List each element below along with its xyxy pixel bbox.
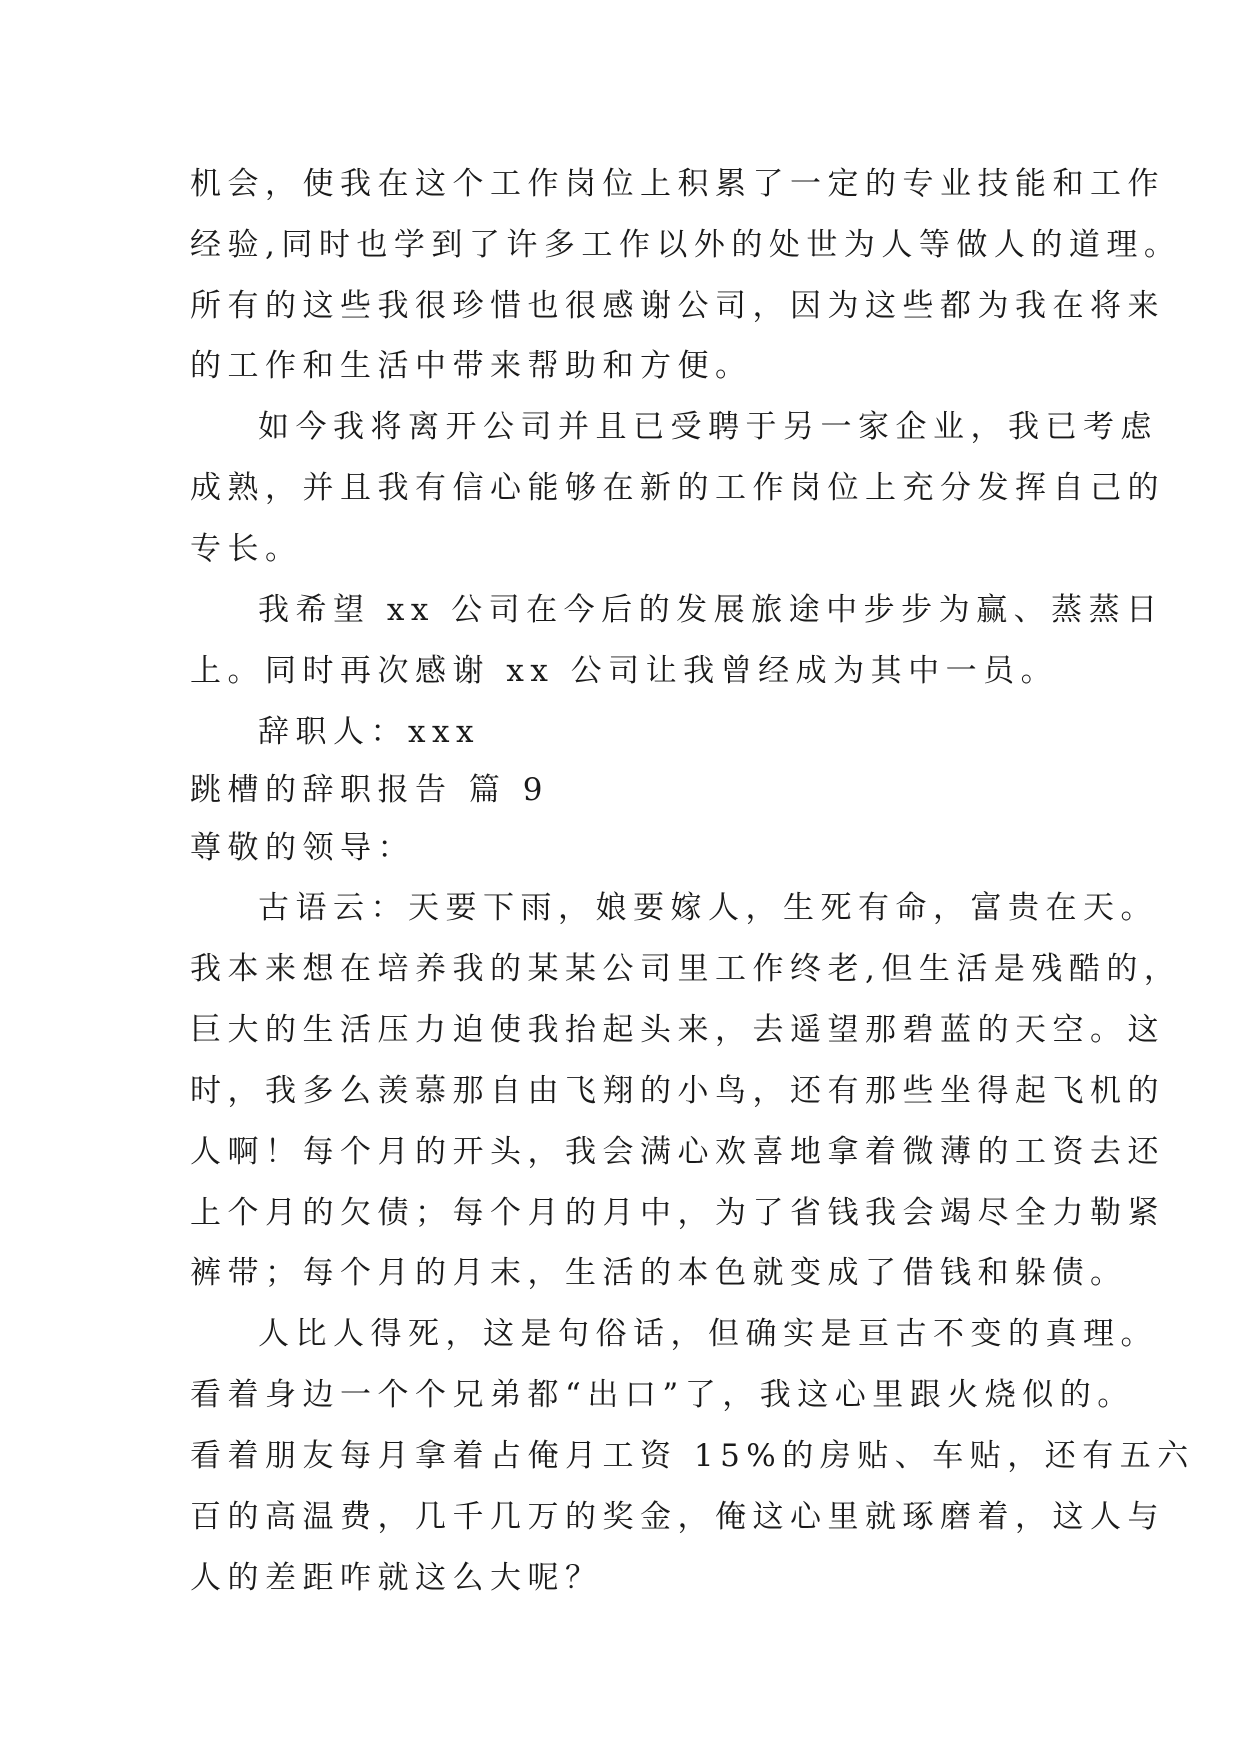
body-text-line: 巨大的生活压力迫使我抬起头来，去遥望那碧蓝的天空。这 [190,1012,1165,1048]
body-text-line: 所有的这些我很珍惜也很感谢公司，因为这些都为我在将来 [190,288,1165,324]
body-text-line: 上。同时再次感谢 xx 公司让我曾经成为其中一员。 [190,653,1059,689]
signature-line: 辞职人：xxx [258,714,480,750]
salutation: 尊敬的领导： [190,830,415,866]
paragraph-first-line: 人比人得死，这是句俗话，但确实是亘古不变的真理。 [258,1316,1158,1352]
body-text-line: 看着身边一个个兄弟都“出口”了，我这心里跟火烧似的。 [190,1377,1135,1413]
body-text-line: 人的差距咋就这么大呢？ [190,1560,603,1596]
body-text-line: 裤带；每个月的月末，生活的本色就变成了借钱和躲债。 [190,1255,1128,1291]
body-text-line: 经验,同时也学到了许多工作以外的处世为人等做人的道理。 [190,227,1182,263]
body-text-line: 人啊！每个月的开头，我会满心欢喜地拿着微薄的工资去还 [190,1134,1165,1170]
section-heading: 跳槽的辞职报告 篇 9 [190,772,549,808]
body-text-line: 机会，使我在这个工作岗位上积累了一定的专业技能和工作 [190,166,1165,202]
body-text-line: 看着朋友每月拿着占俺月工资 15%的房贴、车贴，还有五六 [190,1438,1195,1474]
body-text-line: 成熟，并且我有信心能够在新的工作岗位上充分发挥自己的 [190,470,1165,506]
body-text-line: 的工作和生活中带来帮助和方便。 [190,348,753,384]
body-text-line: 时，我多么羡慕那自由飞翔的小鸟，还有那些坐得起飞机的 [190,1073,1165,1109]
body-text-line: 百的高温费，几千几万的奖金，俺这心里就琢磨着，这人与 [190,1499,1165,1535]
body-text-line: 专长。 [190,531,303,567]
body-text-line: 我本来想在培养我的某某公司里工作终老,但生活是残酷的， [190,951,1182,987]
body-text-line: 上个月的欠债；每个月的月中，为了省钱我会竭尽全力勒紧 [190,1195,1165,1231]
paragraph-first-line: 如今我将离开公司并且已受聘于另一家企业，我已考虑 [258,409,1158,445]
paragraph-first-line: 古语云：天要下雨，娘要嫁人，生死有命，富贵在天。 [258,890,1158,926]
paragraph-first-line: 我希望 xx 公司在今后的发展旅途中步步为赢、蒸蒸日 [258,592,1164,628]
